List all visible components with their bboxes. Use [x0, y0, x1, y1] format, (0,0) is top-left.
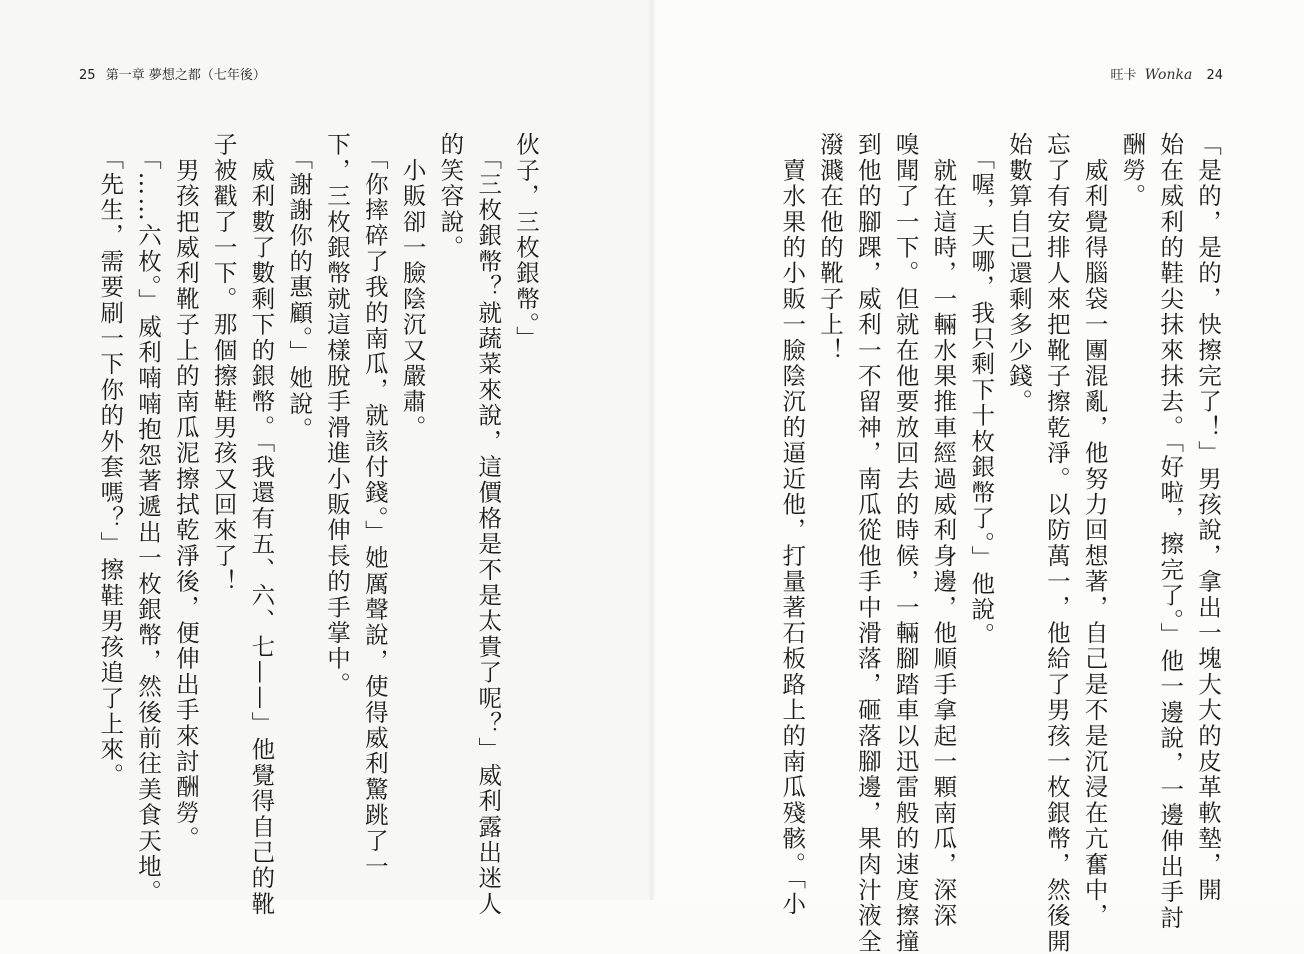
text-line: 小販卻一臉陰沉又嚴肅。	[398, 132, 427, 441]
text-line: 忘了有安排人來把靴子擦乾淨。以防萬一，他給了男孩一枚銀幣，然後開	[1042, 132, 1071, 954]
text-line: 「先生，需要刷一下你的外套嗎？」擦鞋男孩追了上來。	[96, 132, 125, 789]
book-gutter	[648, 0, 656, 900]
text-line: 「你摔碎了我的南瓜，就該付錢。」她厲聲說，使得威利驚跳了一	[360, 132, 389, 880]
text-line: 始數算自己還剩多少錢。	[1005, 132, 1034, 415]
left-chapter-title: 第一章 夢想之都（七年後）	[105, 68, 266, 83]
text-line: 「三枚銀幣？就蔬菜來說，這價格是不是太貴了呢？」威利露出迷人	[474, 132, 503, 917]
left-running-header	[73, 64, 266, 83]
text-line: 酬勞。	[1118, 132, 1147, 210]
text-line: 威利覺得腦袋一團混亂，他努力回想著，自己是不是沉浸在亢奮中，	[1080, 132, 1109, 929]
right-running-header	[1110, 64, 1229, 83]
right-page-number: 24	[1206, 68, 1223, 83]
text-line: 伙子，三枚銀幣。」	[512, 132, 540, 352]
text-line: 到他的腳踝，威利一不留神，南瓜從他手中滑落，砸落腳邊，果肉汁液全	[853, 132, 882, 954]
text-line: 的笑容說。	[436, 132, 465, 261]
text-line: 威利數了數剩下的銀幣。「我還有五、六、七——」他覺得自己的靴	[247, 132, 276, 917]
text-line: 「……六枚。」威利喃喃抱怨著遞出一枚銀幣，然後前往美食天地。	[134, 132, 163, 906]
text-line: 嗅聞了一下。但就在他要放回去的時候，一輛腳踏車以迅雷般的速度擦撞	[891, 132, 920, 954]
wonka-logo: Wonka	[1144, 67, 1193, 83]
text-line: 下，三枚銀幣就這樣脫手滑進小販伸長的手掌中。	[323, 132, 352, 698]
text-line: 「喔，天哪，我只剩下十枚銀幣了。」他說。	[967, 132, 996, 649]
text-line: 賣水果的小販一臉陰沉的逼近他，打量著石板路上的南瓜殘骸。「小	[778, 132, 807, 917]
right-book-title: 旺卡	[1110, 68, 1137, 83]
text-line: 就在這時，一輛水果推車經過威利身邊，他順手拿起一顆南瓜，深深	[929, 132, 958, 929]
text-line: 始在威利的鞋尖抹來抹去。「好啦，擦完了。」他一邊說，一邊伸出手討	[1156, 132, 1185, 931]
left-page-text	[90, 132, 544, 917]
left-page-number: 25	[79, 68, 96, 83]
text-line: 「是的，是的，快擦完了！」男孩說，拿出一塊大大的皮革軟墊，開	[1194, 132, 1222, 903]
text-line: 子被戳了一下。那個擦鞋男孩又回來了！	[209, 132, 238, 595]
text-line: 男孩把威利靴子上的南瓜泥擦拭乾淨後，便伸出手來討酬勞。	[171, 132, 200, 852]
text-line: 「謝謝你的惠顧。」她說。	[285, 132, 314, 443]
right-page-text	[772, 132, 1226, 954]
text-line: 潑濺在他的靴子上！	[816, 132, 845, 364]
